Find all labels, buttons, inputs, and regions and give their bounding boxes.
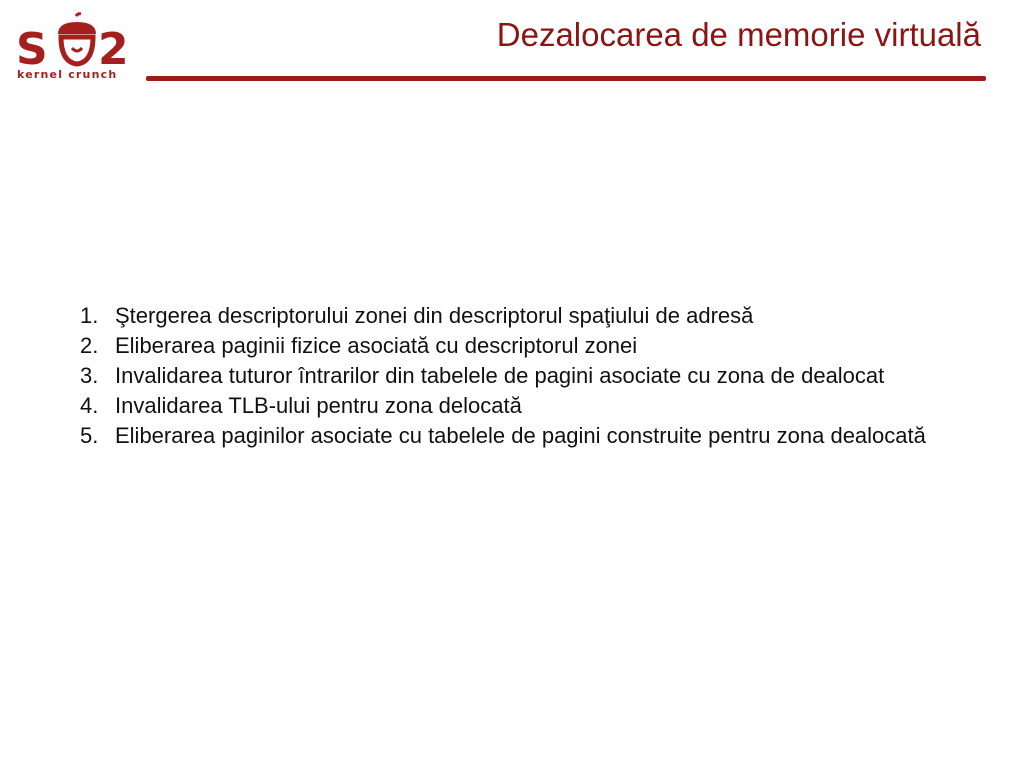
step-number: 2. [80,333,99,358]
step-number: 1. [80,303,99,328]
list-item [80,301,960,331]
list-item [80,361,960,391]
svg-text:2: 2 [98,24,129,68]
step-number: 4. [80,393,99,418]
list-item [80,421,960,451]
step-number: 5. [80,423,99,448]
slide-title: Dezalocarea de memorie virtuală [496,16,981,53]
svg-text:S: S [16,24,48,68]
title-divider [146,76,986,81]
steps-list [80,301,960,451]
acorn-icon [58,14,96,64]
so2-logo-mark [14,12,134,68]
logo [14,12,134,84]
logo-subtitle: kernel crunch [17,68,118,81]
step-text: Ştergerea descriptorului zonei din descriptorul spaţiului de adresă [115,303,754,328]
step-text: Invalidarea tuturor întrarilor din tabelele de pagini asociate cu zona de dealocat [115,363,885,388]
list-item [80,391,960,421]
step-text: Eliberarea paginilor asociate cu tabelele de pagini construite pentru zona dealocată [115,423,926,448]
step-text: Invalidarea TLB-ului pentru zona delocată [115,393,522,418]
list-item [80,331,960,361]
step-number: 3. [80,363,99,388]
step-text: Eliberarea paginii fizice asociată cu descriptorul zonei [115,333,638,358]
